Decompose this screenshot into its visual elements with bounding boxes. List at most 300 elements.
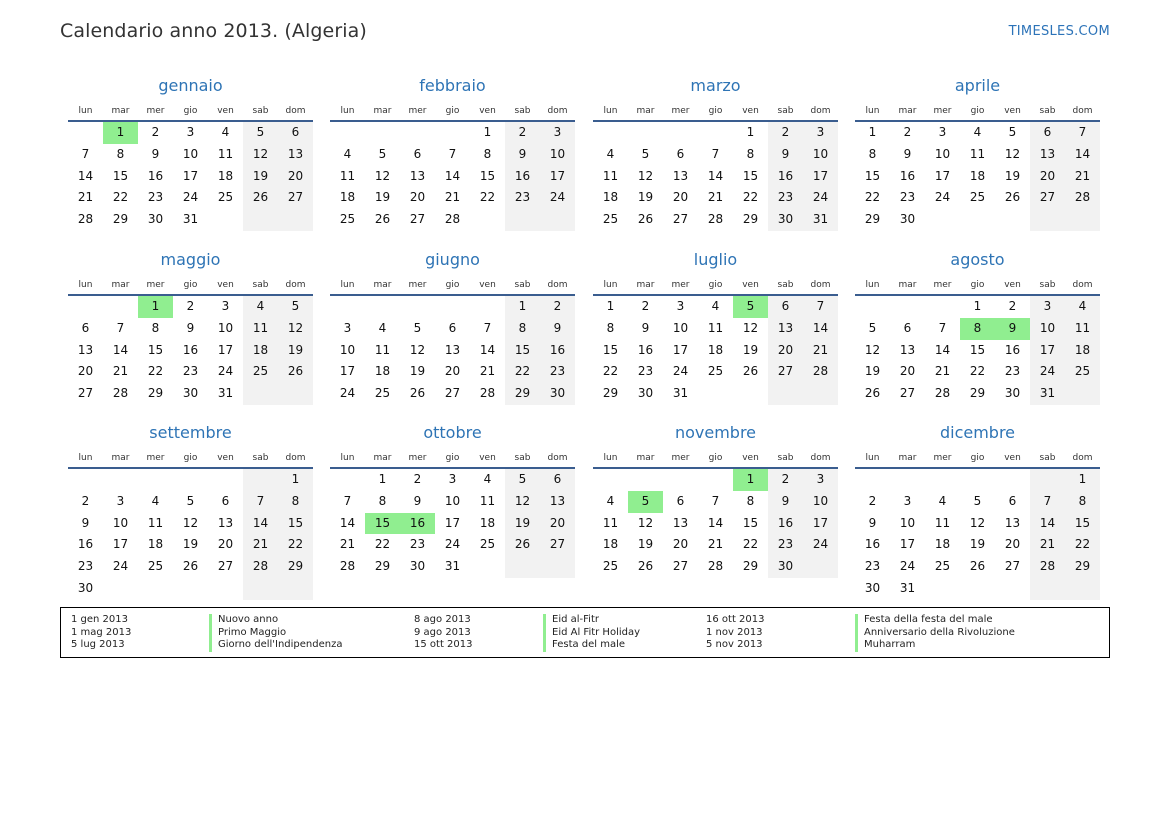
day-cell[interactable]: 15: [505, 340, 540, 362]
day-cell[interactable]: 17: [182, 168, 199, 183]
day-cell[interactable]: 24: [899, 559, 916, 574]
day-cell[interactable]: 28: [339, 559, 356, 574]
day-cell[interactable]: 20: [77, 364, 94, 379]
day-cell[interactable]: 29: [505, 383, 540, 405]
day-cell[interactable]: 20: [768, 340, 803, 362]
day-cell[interactable]: 5: [378, 146, 387, 161]
day-cell[interactable]: 5: [413, 320, 422, 335]
day-cell[interactable]: 20: [444, 364, 461, 379]
day-cell[interactable]: 10: [444, 493, 461, 508]
day-cell[interactable]: 21: [934, 364, 951, 379]
day-cell[interactable]: 13: [768, 318, 803, 340]
day-cell[interactable]: 3: [1030, 296, 1065, 318]
day-cell[interactable]: 27: [672, 559, 689, 574]
day-cell[interactable]: 10: [803, 491, 838, 513]
day-cell[interactable]: 15: [969, 342, 986, 357]
day-cell[interactable]: 20: [409, 190, 426, 205]
day-cell[interactable]: 14: [707, 168, 724, 183]
day-cell[interactable]: 27: [899, 386, 916, 401]
day-cell[interactable]: 23: [768, 187, 803, 209]
day-cell[interactable]: 28: [803, 361, 838, 383]
day-cell[interactable]: 7: [803, 296, 838, 318]
day-cell[interactable]: 12: [637, 515, 654, 530]
day-cell[interactable]: 30: [182, 386, 199, 401]
day-cell[interactable]: 25: [602, 212, 619, 227]
day-cell[interactable]: 14: [77, 168, 94, 183]
day-cell[interactable]: 9: [768, 491, 803, 513]
day-cell[interactable]: 20: [278, 166, 313, 188]
day-cell[interactable]: 5: [641, 146, 650, 161]
day-cell[interactable]: 15: [479, 168, 496, 183]
day-cell[interactable]: 18: [602, 190, 619, 205]
day-cell[interactable]: 31: [182, 212, 199, 227]
day-cell[interactable]: 26: [1004, 190, 1021, 205]
day-cell[interactable]: 14: [934, 342, 951, 357]
day-cell[interactable]: 16: [147, 168, 164, 183]
day-cell[interactable]: 29: [742, 559, 759, 574]
day-cell[interactable]: 29: [112, 212, 129, 227]
day-cell[interactable]: 26: [409, 386, 426, 401]
day-cell[interactable]: 27: [217, 559, 234, 574]
day-cell[interactable]: 5: [278, 296, 313, 318]
day-cell[interactable]: 1: [606, 299, 615, 313]
day-cell[interactable]: 5: [733, 296, 768, 318]
day-cell[interactable]: 11: [1065, 318, 1100, 340]
day-cell[interactable]: 7: [711, 493, 720, 508]
day-cell[interactable]: 19: [374, 190, 391, 205]
day-cell[interactable]: 18: [969, 168, 986, 183]
day-cell[interactable]: 25: [1065, 361, 1100, 383]
day-cell[interactable]: 23: [505, 187, 540, 209]
day-cell[interactable]: 8: [746, 146, 755, 161]
day-cell[interactable]: 9: [413, 493, 422, 508]
day-cell[interactable]: 26: [864, 386, 881, 401]
day-cell[interactable]: 21: [444, 190, 461, 205]
day-cell[interactable]: 17: [803, 166, 838, 188]
day-cell[interactable]: 27: [768, 361, 803, 383]
day-cell[interactable]: 4: [606, 146, 615, 161]
day-cell[interactable]: 17: [899, 537, 916, 552]
day-cell[interactable]: 23: [409, 537, 426, 552]
day-cell[interactable]: 11: [243, 318, 278, 340]
day-cell[interactable]: 10: [803, 144, 838, 166]
day-cell[interactable]: 25: [243, 361, 278, 383]
day-cell[interactable]: 8: [378, 493, 387, 508]
day-cell[interactable]: 17: [803, 513, 838, 535]
brand-link[interactable]: TIMESLES.COM: [1008, 24, 1110, 39]
day-cell[interactable]: 22: [864, 190, 881, 205]
day-cell[interactable]: 22: [147, 364, 164, 379]
day-cell[interactable]: 31: [217, 386, 234, 401]
day-cell[interactable]: 5: [505, 469, 540, 491]
day-cell[interactable]: 20: [672, 190, 689, 205]
day-cell[interactable]: 6: [1008, 493, 1017, 508]
day-cell[interactable]: 18: [243, 340, 278, 362]
day-cell[interactable]: 8: [960, 318, 995, 340]
day-cell[interactable]: 4: [151, 493, 160, 508]
day-cell[interactable]: 18: [707, 342, 724, 357]
day-cell[interactable]: 6: [1030, 122, 1065, 144]
day-cell[interactable]: 3: [803, 122, 838, 144]
day-cell[interactable]: 14: [707, 515, 724, 530]
day-cell[interactable]: 21: [1030, 534, 1065, 556]
day-cell[interactable]: 5: [868, 320, 877, 335]
day-cell[interactable]: 13: [217, 515, 234, 530]
day-cell[interactable]: 28: [707, 212, 724, 227]
day-cell[interactable]: 20: [540, 513, 575, 535]
day-cell[interactable]: 21: [1065, 166, 1100, 188]
day-cell[interactable]: 25: [707, 364, 724, 379]
day-cell[interactable]: 10: [672, 320, 689, 335]
day-cell[interactable]: 15: [1065, 513, 1100, 535]
day-cell[interactable]: 24: [444, 537, 461, 552]
day-cell[interactable]: 20: [217, 537, 234, 552]
day-cell[interactable]: 22: [742, 537, 759, 552]
day-cell[interactable]: 7: [711, 146, 720, 161]
day-cell[interactable]: 11: [147, 515, 164, 530]
day-cell[interactable]: 16: [637, 342, 654, 357]
day-cell[interactable]: 13: [672, 168, 689, 183]
day-cell[interactable]: 23: [540, 361, 575, 383]
day-cell[interactable]: 5: [973, 493, 982, 508]
day-cell[interactable]: 14: [243, 513, 278, 535]
day-cell[interactable]: 5: [186, 493, 195, 508]
day-cell[interactable]: 2: [186, 299, 195, 313]
day-cell[interactable]: 27: [444, 386, 461, 401]
day-cell[interactable]: 1: [278, 469, 313, 491]
day-cell[interactable]: 24: [339, 386, 356, 401]
day-cell[interactable]: 22: [1065, 534, 1100, 556]
day-cell[interactable]: 11: [339, 168, 356, 183]
day-cell[interactable]: 1: [138, 296, 173, 318]
day-cell[interactable]: 27: [77, 386, 94, 401]
day-cell[interactable]: 15: [864, 168, 881, 183]
day-cell[interactable]: 19: [742, 342, 759, 357]
day-cell[interactable]: 19: [637, 537, 654, 552]
day-cell[interactable]: 27: [409, 212, 426, 227]
day-cell[interactable]: 5: [243, 122, 278, 144]
day-cell[interactable]: 16: [899, 168, 916, 183]
day-cell[interactable]: 8: [868, 146, 877, 161]
day-cell[interactable]: 6: [676, 493, 685, 508]
day-cell[interactable]: 9: [81, 515, 90, 530]
day-cell[interactable]: 19: [182, 537, 199, 552]
day-cell[interactable]: 4: [973, 125, 982, 139]
day-cell[interactable]: 19: [1004, 168, 1021, 183]
day-cell[interactable]: 3: [448, 472, 457, 486]
day-cell[interactable]: 30: [768, 556, 803, 578]
day-cell[interactable]: 23: [182, 364, 199, 379]
day-cell[interactable]: 17: [444, 515, 461, 530]
day-cell[interactable]: 5: [628, 491, 663, 513]
day-cell[interactable]: 27: [672, 212, 689, 227]
day-cell[interactable]: 1: [483, 125, 492, 139]
day-cell[interactable]: 24: [1030, 361, 1065, 383]
day-cell[interactable]: 30: [899, 212, 916, 227]
day-cell[interactable]: 1: [746, 125, 755, 139]
day-cell[interactable]: 8: [1065, 491, 1100, 513]
day-cell[interactable]: 31: [803, 209, 838, 231]
day-cell[interactable]: 17: [339, 364, 356, 379]
day-cell[interactable]: 10: [339, 342, 356, 357]
day-cell[interactable]: 1: [505, 296, 540, 318]
day-cell[interactable]: 12: [243, 144, 278, 166]
day-cell[interactable]: 25: [602, 559, 619, 574]
day-cell[interactable]: 7: [483, 320, 492, 335]
day-cell[interactable]: 29: [374, 559, 391, 574]
day-cell[interactable]: 25: [969, 190, 986, 205]
day-cell[interactable]: 14: [1030, 513, 1065, 535]
day-cell[interactable]: 29: [147, 386, 164, 401]
day-cell[interactable]: 8: [151, 320, 160, 335]
day-cell[interactable]: 2: [540, 296, 575, 318]
day-cell[interactable]: 10: [934, 146, 951, 161]
day-cell[interactable]: 2: [903, 125, 912, 139]
day-cell[interactable]: 25: [374, 386, 391, 401]
day-cell[interactable]: 31: [899, 580, 916, 595]
day-cell[interactable]: 18: [339, 190, 356, 205]
day-cell[interactable]: 24: [672, 364, 689, 379]
day-cell[interactable]: 31: [672, 386, 689, 401]
day-cell[interactable]: 10: [1030, 318, 1065, 340]
day-cell[interactable]: 22: [479, 190, 496, 205]
day-cell[interactable]: 7: [343, 493, 352, 508]
day-cell[interactable]: 23: [1004, 364, 1021, 379]
day-cell[interactable]: 26: [505, 534, 540, 556]
day-cell[interactable]: 24: [803, 187, 838, 209]
day-cell[interactable]: 12: [864, 342, 881, 357]
day-cell[interactable]: 9: [540, 318, 575, 340]
day-cell[interactable]: 27: [278, 187, 313, 209]
day-cell[interactable]: 1: [973, 299, 982, 313]
day-cell[interactable]: 22: [505, 361, 540, 383]
day-cell[interactable]: 16: [400, 513, 435, 535]
day-cell[interactable]: 15: [278, 513, 313, 535]
day-cell[interactable]: 2: [151, 125, 160, 139]
day-cell[interactable]: 16: [768, 166, 803, 188]
day-cell[interactable]: 22: [374, 537, 391, 552]
day-cell[interactable]: 16: [540, 340, 575, 362]
day-cell[interactable]: 15: [112, 168, 129, 183]
day-cell[interactable]: 8: [278, 491, 313, 513]
day-cell[interactable]: 21: [707, 190, 724, 205]
day-cell[interactable]: 12: [742, 320, 759, 335]
day-cell[interactable]: 3: [343, 320, 352, 335]
day-cell[interactable]: 26: [637, 212, 654, 227]
day-cell[interactable]: 10: [899, 515, 916, 530]
day-cell[interactable]: 24: [182, 190, 199, 205]
day-cell[interactable]: 20: [1004, 537, 1021, 552]
day-cell[interactable]: 12: [637, 168, 654, 183]
day-cell[interactable]: 30: [409, 559, 426, 574]
day-cell[interactable]: 9: [151, 146, 160, 161]
day-cell[interactable]: 11: [217, 146, 234, 161]
day-cell[interactable]: 9: [186, 320, 195, 335]
day-cell[interactable]: 23: [899, 190, 916, 205]
day-cell[interactable]: 19: [637, 190, 654, 205]
day-cell[interactable]: 9: [768, 144, 803, 166]
day-cell[interactable]: 19: [505, 513, 540, 535]
day-cell[interactable]: 13: [899, 342, 916, 357]
day-cell[interactable]: 8: [505, 318, 540, 340]
day-cell[interactable]: 25: [934, 559, 951, 574]
day-cell[interactable]: 16: [77, 537, 94, 552]
day-cell[interactable]: 21: [803, 340, 838, 362]
day-cell[interactable]: 30: [147, 212, 164, 227]
day-cell[interactable]: 2: [768, 469, 803, 491]
day-cell[interactable]: 5: [1008, 125, 1017, 139]
day-cell[interactable]: 29: [278, 556, 313, 578]
day-cell[interactable]: 29: [1065, 556, 1100, 578]
day-cell[interactable]: 18: [934, 537, 951, 552]
day-cell[interactable]: 25: [339, 212, 356, 227]
day-cell[interactable]: 7: [1030, 491, 1065, 513]
day-cell[interactable]: 12: [409, 342, 426, 357]
day-cell[interactable]: 26: [243, 187, 278, 209]
day-cell[interactable]: 16: [1004, 342, 1021, 357]
day-cell[interactable]: 20: [899, 364, 916, 379]
day-cell[interactable]: 20: [1030, 166, 1065, 188]
day-cell[interactable]: 30: [540, 383, 575, 405]
day-cell[interactable]: 22: [969, 364, 986, 379]
day-cell[interactable]: 7: [1065, 122, 1100, 144]
day-cell[interactable]: 28: [1065, 187, 1100, 209]
day-cell[interactable]: 13: [540, 491, 575, 513]
day-cell[interactable]: 28: [1030, 556, 1065, 578]
day-cell[interactable]: 17: [1030, 340, 1065, 362]
day-cell[interactable]: 29: [742, 212, 759, 227]
day-cell[interactable]: 6: [903, 320, 912, 335]
day-cell[interactable]: 11: [969, 146, 986, 161]
day-cell[interactable]: 8: [746, 493, 755, 508]
day-cell[interactable]: 13: [278, 144, 313, 166]
day-cell[interactable]: 31: [444, 559, 461, 574]
day-cell[interactable]: 16: [864, 537, 881, 552]
day-cell[interactable]: 3: [116, 493, 125, 508]
day-cell[interactable]: 21: [707, 537, 724, 552]
day-cell[interactable]: 11: [602, 515, 619, 530]
day-cell[interactable]: 12: [278, 318, 313, 340]
day-cell[interactable]: 7: [448, 146, 457, 161]
day-cell[interactable]: 4: [221, 125, 230, 139]
day-cell[interactable]: 18: [602, 537, 619, 552]
day-cell[interactable]: 14: [112, 342, 129, 357]
day-cell[interactable]: 19: [243, 166, 278, 188]
day-cell[interactable]: 18: [1065, 340, 1100, 362]
day-cell[interactable]: 17: [934, 168, 951, 183]
day-cell[interactable]: 17: [540, 166, 575, 188]
day-cell[interactable]: 7: [81, 146, 90, 161]
day-cell[interactable]: 25: [217, 190, 234, 205]
day-cell[interactable]: 1: [733, 469, 768, 491]
day-cell[interactable]: 14: [479, 342, 496, 357]
day-cell[interactable]: 26: [637, 559, 654, 574]
day-cell[interactable]: 16: [182, 342, 199, 357]
day-cell[interactable]: 22: [742, 190, 759, 205]
day-cell[interactable]: 3: [676, 299, 685, 313]
day-cell[interactable]: 30: [864, 580, 881, 595]
day-cell[interactable]: 6: [768, 296, 803, 318]
day-cell[interactable]: 14: [1065, 144, 1100, 166]
day-cell[interactable]: 27: [1030, 187, 1065, 209]
day-cell[interactable]: 4: [1065, 296, 1100, 318]
day-cell[interactable]: 18: [374, 364, 391, 379]
day-cell[interactable]: 25: [147, 559, 164, 574]
day-cell[interactable]: 24: [540, 187, 575, 209]
day-cell[interactable]: 6: [540, 469, 575, 491]
day-cell[interactable]: 4: [243, 296, 278, 318]
day-cell[interactable]: 14: [803, 318, 838, 340]
day-cell[interactable]: 7: [243, 491, 278, 513]
day-cell[interactable]: 30: [1004, 386, 1021, 401]
day-cell[interactable]: 4: [938, 493, 947, 508]
day-cell[interactable]: 29: [969, 386, 986, 401]
day-cell[interactable]: 9: [868, 515, 877, 530]
day-cell[interactable]: 23: [768, 534, 803, 556]
day-cell[interactable]: 21: [243, 534, 278, 556]
day-cell[interactable]: 10: [182, 146, 199, 161]
day-cell[interactable]: 27: [540, 534, 575, 556]
day-cell[interactable]: 6: [81, 320, 90, 335]
day-cell[interactable]: 12: [505, 491, 540, 513]
day-cell[interactable]: 9: [505, 144, 540, 166]
day-cell[interactable]: 1: [103, 122, 138, 144]
day-cell[interactable]: 28: [479, 386, 496, 401]
day-cell[interactable]: 3: [186, 125, 195, 139]
day-cell[interactable]: 1: [1065, 469, 1100, 491]
day-cell[interactable]: 28: [934, 386, 951, 401]
day-cell[interactable]: 17: [672, 342, 689, 357]
day-cell[interactable]: 30: [77, 580, 94, 595]
day-cell[interactable]: 8: [483, 146, 492, 161]
day-cell[interactable]: 13: [672, 515, 689, 530]
day-cell[interactable]: 24: [112, 559, 129, 574]
day-cell[interactable]: 26: [182, 559, 199, 574]
day-cell[interactable]: 28: [444, 212, 461, 227]
day-cell[interactable]: 10: [540, 144, 575, 166]
day-cell[interactable]: 18: [479, 515, 496, 530]
day-cell[interactable]: 9: [641, 320, 650, 335]
day-cell[interactable]: 8: [116, 146, 125, 161]
day-cell[interactable]: 4: [711, 299, 720, 313]
day-cell[interactable]: 3: [803, 469, 838, 491]
day-cell[interactable]: 16: [505, 166, 540, 188]
day-cell[interactable]: 29: [602, 386, 619, 401]
day-cell[interactable]: 7: [938, 320, 947, 335]
day-cell[interactable]: 13: [1030, 144, 1065, 166]
day-cell[interactable]: 15: [365, 513, 400, 535]
day-cell[interactable]: 29: [864, 212, 881, 227]
day-cell[interactable]: 4: [378, 320, 387, 335]
day-cell[interactable]: 28: [112, 386, 129, 401]
day-cell[interactable]: 7: [116, 320, 125, 335]
day-cell[interactable]: 24: [934, 190, 951, 205]
day-cell[interactable]: 2: [413, 472, 422, 486]
day-cell[interactable]: 24: [803, 534, 838, 556]
day-cell[interactable]: 30: [637, 386, 654, 401]
day-cell[interactable]: 28: [243, 556, 278, 578]
day-cell[interactable]: 6: [221, 493, 230, 508]
day-cell[interactable]: 14: [339, 515, 356, 530]
day-cell[interactable]: 12: [182, 515, 199, 530]
day-cell[interactable]: 3: [938, 125, 947, 139]
day-cell[interactable]: 11: [602, 168, 619, 183]
day-cell[interactable]: 13: [444, 342, 461, 357]
day-cell[interactable]: 24: [217, 364, 234, 379]
day-cell[interactable]: 21: [112, 364, 129, 379]
day-cell[interactable]: 21: [77, 190, 94, 205]
day-cell[interactable]: 19: [278, 340, 313, 362]
